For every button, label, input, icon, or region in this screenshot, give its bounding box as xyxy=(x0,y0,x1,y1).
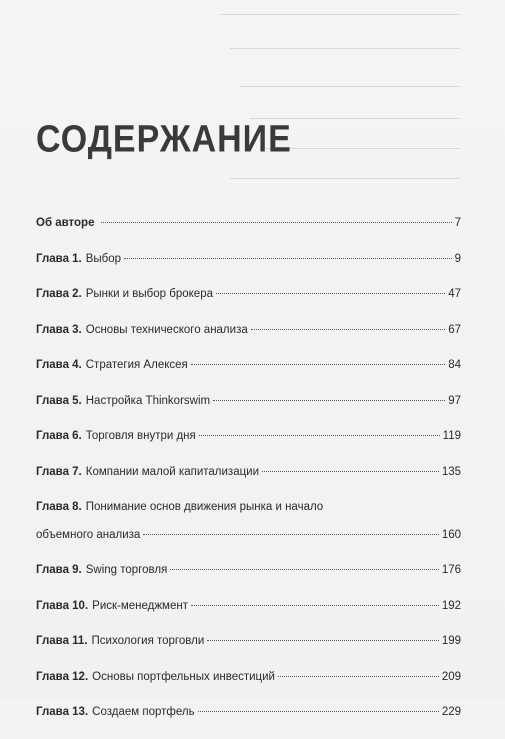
toc-entry-title: Выбор xyxy=(85,252,122,265)
toc-entry-about[interactable] xyxy=(36,214,461,232)
leader-dots xyxy=(199,435,440,436)
show-through-line xyxy=(240,86,460,87)
toc-page-number: 9 xyxy=(454,252,461,265)
show-through-line xyxy=(230,178,460,179)
toc-entry-prefix: Глава 10. xyxy=(36,599,89,612)
toc-entry-chapter-8[interactable] xyxy=(36,498,461,544)
toc-entry-title: Swing торговля xyxy=(85,564,168,576)
leader-dots xyxy=(216,293,445,294)
toc-entry-title: Понимание основ движения рынка и начало xyxy=(85,501,324,513)
toc-entry-chapter-4[interactable] xyxy=(36,356,461,374)
toc-entry-title: Основы технического анализа xyxy=(85,323,248,336)
leader-dots xyxy=(198,711,439,712)
toc-entry-prefix: Глава 3. xyxy=(36,323,82,336)
toc-page-number: 47 xyxy=(448,288,461,300)
toc-page-number: 84 xyxy=(448,359,461,371)
toc-entry-prefix: Глава 4. xyxy=(36,359,82,371)
toc-page-number: 176 xyxy=(441,564,461,576)
toc-page-number: 7 xyxy=(454,217,461,229)
toc-entry-chapter-9[interactable] xyxy=(36,561,461,579)
leader-dots xyxy=(262,471,439,472)
toc-entry-prefix: Глава 12. xyxy=(36,670,89,683)
toc-entry-title: Основы портфельных инвестиций xyxy=(92,670,275,683)
show-through-line xyxy=(220,14,460,15)
toc-entry-title: Риск-менеджмент xyxy=(92,599,188,612)
toc-entry-prefix: Об авторе xyxy=(36,217,95,229)
leader-dots xyxy=(278,676,439,677)
toc-page-number: 229 xyxy=(441,706,461,718)
toc-page-number: 199 xyxy=(441,635,461,647)
toc-entry-title: Компании малой капитализации xyxy=(85,465,260,478)
toc-entry-chapter-2[interactable] xyxy=(36,285,461,303)
toc-entry-chapter-6[interactable] xyxy=(36,427,461,445)
toc-entry-prefix: Глава 11. xyxy=(36,635,88,647)
toc-entry-chapter-13[interactable] xyxy=(36,703,461,721)
toc-entry-chapter-1[interactable] xyxy=(36,250,461,268)
toc-entry-title-continued: объемного анализа xyxy=(36,528,141,541)
toc-entry-prefix: Глава 9. xyxy=(36,564,82,576)
toc-page-number: 192 xyxy=(441,599,461,612)
leader-dots xyxy=(101,222,451,223)
toc-page-number: 119 xyxy=(442,430,461,442)
toc-page-number: 209 xyxy=(441,670,461,683)
leader-dots xyxy=(143,534,438,535)
toc-entry-title: Психология торговли xyxy=(91,635,205,647)
toc-entry-title: Торговля внутри дня xyxy=(85,430,196,442)
toc-entry-chapter-10[interactable] xyxy=(36,597,461,615)
toc-page-number: 97 xyxy=(448,394,461,407)
toc-entry-title: Стратегия Алексея xyxy=(85,359,188,371)
toc-entry-chapter-7[interactable] xyxy=(36,463,461,481)
toc-entry-prefix: Глава 7. xyxy=(36,465,82,478)
toc-entry-prefix: Глава 6. xyxy=(36,430,82,442)
leader-dots xyxy=(170,569,438,570)
toc-entry-chapter-11[interactable] xyxy=(36,632,461,650)
toc-entry-chapter-12[interactable] xyxy=(36,668,461,686)
toc-entry-title: Рынки и выбор брокера xyxy=(85,288,213,300)
leader-dots xyxy=(251,329,445,330)
toc-entry-chapter-5[interactable] xyxy=(36,392,461,410)
toc-page-number: 135 xyxy=(441,465,461,478)
leader-dots xyxy=(124,258,452,259)
leader-dots xyxy=(213,400,445,401)
leader-dots xyxy=(191,364,445,365)
toc-entry-prefix: Глава 2. xyxy=(36,288,82,300)
toc-entry-title: Настройка Thinkorswim xyxy=(85,394,211,407)
leader-dots xyxy=(191,605,439,606)
page-title: СОДЕРЖАНИЕ xyxy=(36,118,292,161)
toc-page-number: 160 xyxy=(441,528,461,541)
toc-entry-prefix: Глава 1. xyxy=(36,252,82,265)
toc-entry-title: Создаем портфель xyxy=(92,706,195,718)
leader-dots xyxy=(207,640,439,641)
toc-entry-prefix: Глава 13. xyxy=(36,706,89,718)
toc-entry-chapter-3[interactable] xyxy=(36,321,461,339)
toc-entry-prefix: Глава 8. xyxy=(36,501,82,513)
toc-entry-prefix: Глава 5. xyxy=(36,394,82,407)
show-through-line xyxy=(230,48,460,49)
table-of-contents xyxy=(36,214,461,739)
toc-page-number: 67 xyxy=(448,323,461,336)
